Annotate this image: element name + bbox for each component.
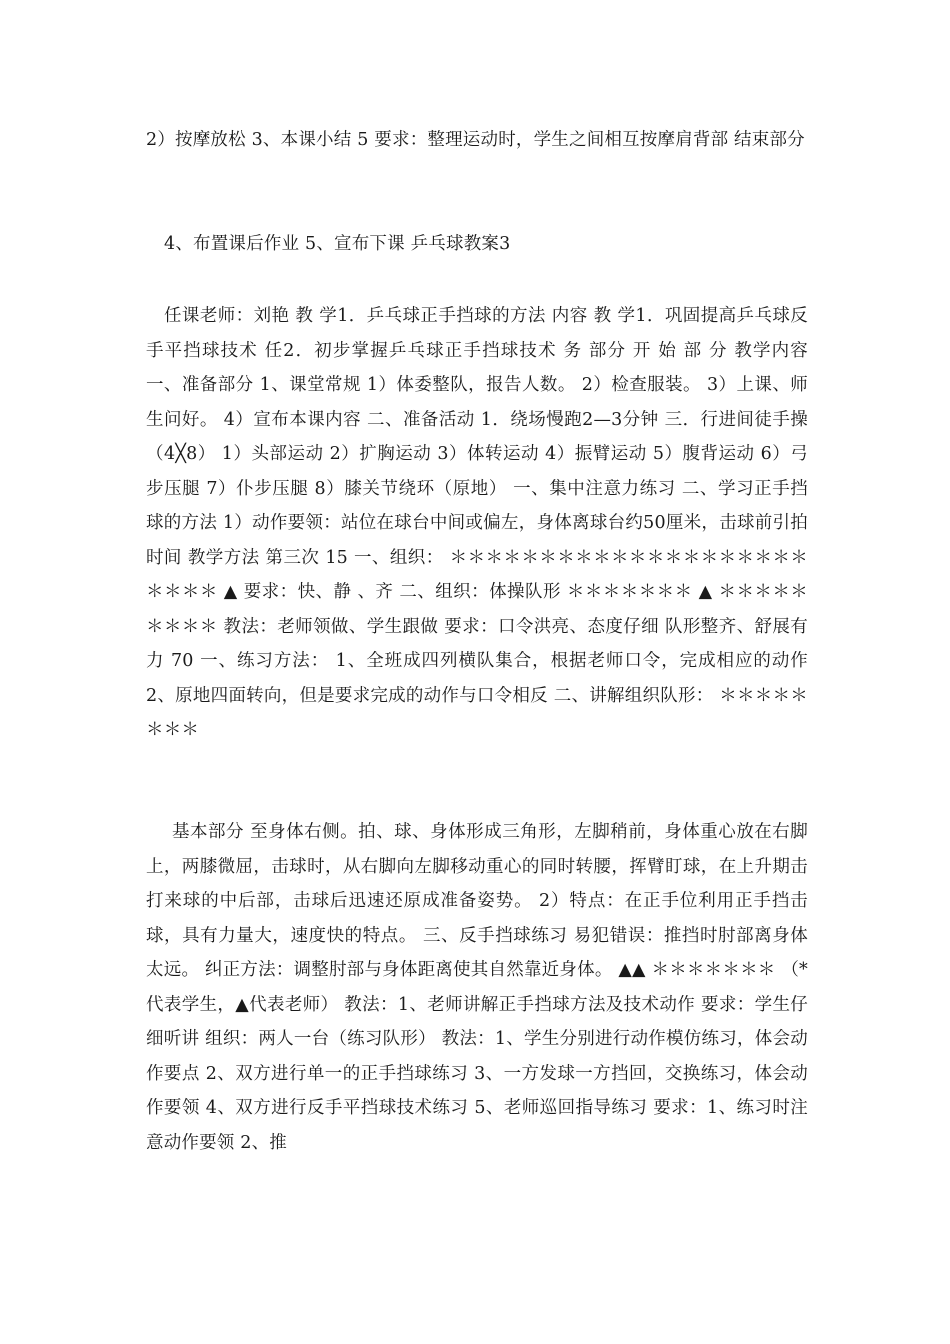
- paragraph-homework-title: 4、布置课后作业 5、宣布下课 乒乓球教案3: [164, 234, 511, 254]
- paragraph-lesson-plan: 任课老师：刘艳 教 学1．乒乓球正手挡球的方法 内容 教 学1．巩固提高乒乓球反手平挡球技术 任2．初步掌握乒乓球正手挡球技术 务 部分 开 始 部 分 教学内容 一、准备部分 1、课堂常规 1）体委整队，报告人数。 2）检查服装。 3）上课、师生问好。 4）宣布本课内容 二、准备活动 1．绕场慢跑2—3分钟 三．行进间徒手操（4╳8） 1）头部运动 2）扩胸运动 3）体转运动 4）振臂运动 5）腹背运动 6）弓步压腿 7）仆步压腿 8）膝关节绕环（原地） 一、集中注意力练习 二、学习正手挡球的方法 1）动作要领：站位在球台中间或偏左，身体离球台约50厘米，击球前引拍时间 教学方法 第三次 15 一、组织： ＊＊＊＊＊＊＊＊＊＊＊＊＊＊＊＊＊＊＊＊＊＊＊＊ ▲ 要求：快、静 、齐 二、组织：体操队形 ＊＊＊＊＊＊＊ ▲ ＊＊＊＊＊＊＊＊＊ 教法：老师领做、学生跟做 要求：口令洪亮、态度仔细 队形整齐、舒展有力 70 一、练习方法： 1、全班成四列横队集合，根据老师口令，完成相应的动作 2、原地四面转向，但是要求完成的动作与口令相反 二、讲解组织队形： ＊＊＊＊＊＊＊＊: [146, 306, 808, 740]
- paragraph-basic-section: 基本部分 至身体右侧。拍、球、身体形成三角形，左脚稍前，身体重心放在右脚上，两膝微屈，击球时，从右脚向左脚移动重心的同时转腰，挥臂盯球，在上升期击打来球的中后部，击球后迅速还原成准备姿势。 2）特点：在正手位利用正手挡击球，具有力量大，速度快的特点。 三、反手挡球练习 易犯错误：推挡时肘部离身体太远。 纠正方法：调整肘部与身体距离使其自然靠近身体。 ▲▲ ＊＊＊＊＊＊＊ （*代表学生，▲代表老师） 教法：1、老师讲解正手挡球方法及技术动作 要求：学生仔细听讲 组织：两人一台（练习队形） 教法：1、学生分别进行动作模仿练习，体会动作要点 2、双方进行单一的正手挡球练习 3、一方发球一方挡回，交换练习，体会动作要领 4、双方进行反手平挡球技术练习 5、老师巡回指导练习 要求：1、练习时注意动作要领 2、推: [146, 822, 808, 1153]
- paragraph-ending-section: 2）按摩放松 3、本课小结 5 要求：整理运动时，学生之间相互按摩肩背部 结束部分: [146, 130, 805, 150]
